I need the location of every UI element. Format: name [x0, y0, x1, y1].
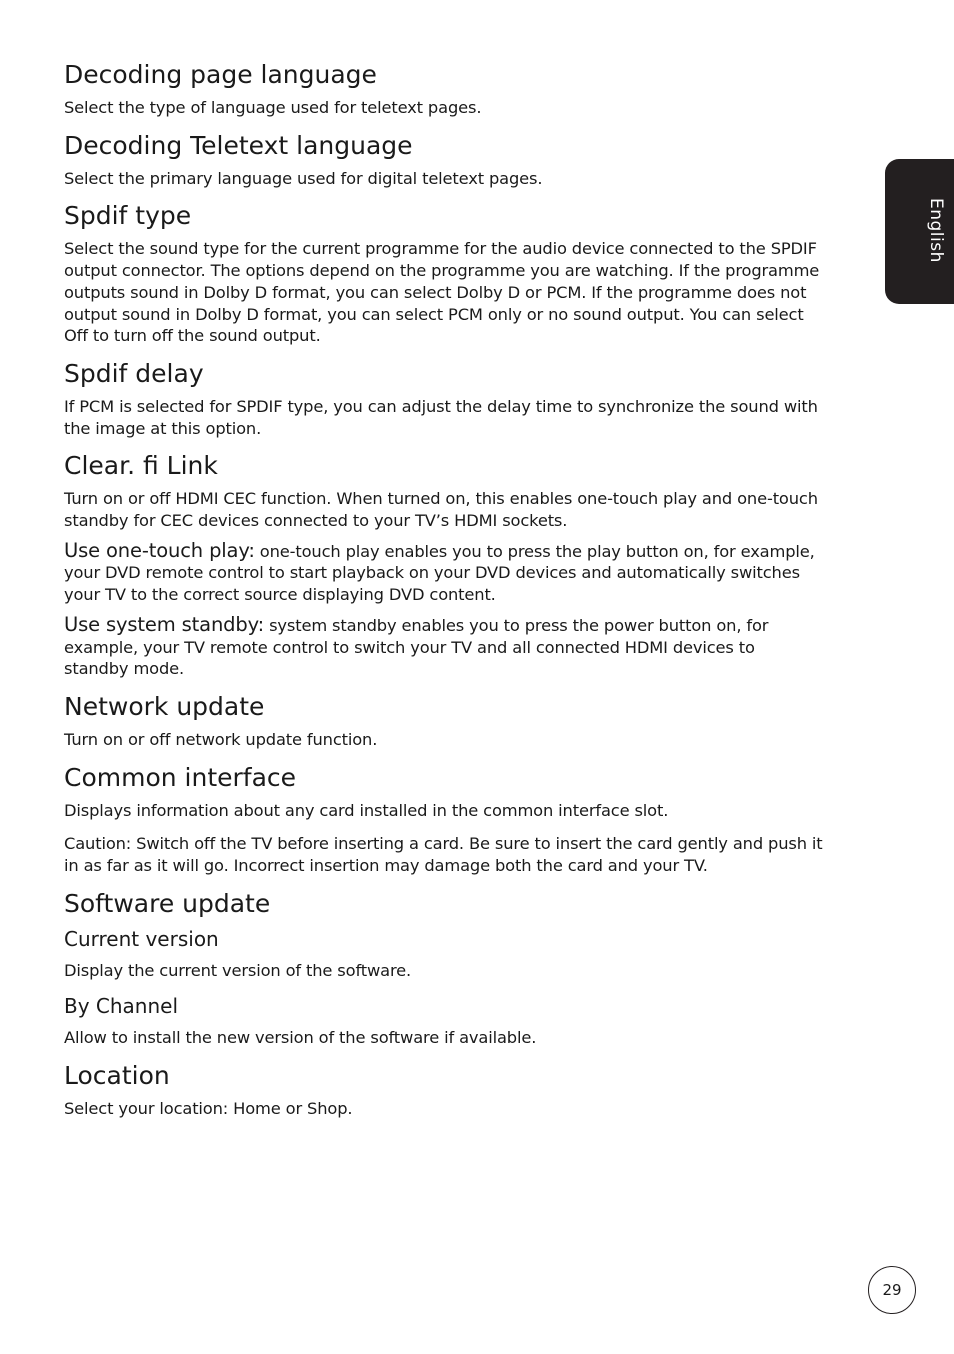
- subheading-by-channel: By Channel: [64, 994, 179, 1019]
- label-system-standby: Use system standby:: [64, 612, 265, 636]
- heading-spdif-type: Spdif type: [64, 201, 192, 231]
- heading-clear-fi-link: Clear. fi Link: [64, 451, 218, 481]
- heading-location: Location: [64, 1061, 170, 1091]
- paragraph-system-standby: [64, 614, 824, 680]
- text-common-interface-caution: Caution: Switch off the TV before inserting a card. Be sure to insert the card gently and push it in as far as it will go. Incorrect insertion may damage both the card and your TV.: [64, 834, 823, 876]
- paragraph-one-touch-play: [64, 540, 824, 606]
- heading-decoding-page-language: Decoding page language: [64, 60, 377, 89]
- text-location: Select your location: Home or Shop.: [64, 1099, 353, 1119]
- text-decoding-page-language: Select the type of language used for teletext pages.: [64, 98, 482, 117]
- text-clear-fi-link: Turn on or off HDMI CEC function. When turned on, this enables one-touch play and one-touch standby for CEC devices connected to your TV’s HDMI sockets.: [64, 489, 818, 531]
- heading-network-update: Network update: [64, 691, 265, 721]
- text-spdif-type: Select the sound type for the current programme for the audio device connected to the SPDIF output connector. The options depend on the programme you are watching. If the programme outputs sound in Dolby D format, you can select Dolby D or PCM. If the programme does not output sound in Dolby D format, you can select PCM only or no sound output. You can select Off to turn off the sound output.: [64, 239, 820, 346]
- text-network-update: Turn on or off network update function.: [64, 729, 378, 749]
- text-decoding-teletext-language: Select the primary language used for digital teletext pages.: [64, 168, 543, 188]
- page-content: [64, 60, 824, 1132]
- text-system-standby: system standby enables you to press the power button on, for example, your TV remote control to switch your TV and all connected HDMI devices to standby mode.: [64, 615, 769, 679]
- text-current-version: Display the current version of the software.: [64, 960, 412, 980]
- language-side-tab-label: English: [926, 198, 946, 263]
- text-one-touch-play: one-touch play enables you to press the play button on, for example, your DVD remote control to start playback on your DVD devices and automatically switches your TV to the correct source displaying DVD content.: [64, 541, 815, 605]
- heading-software-update: Software update: [64, 888, 271, 918]
- text-common-interface: Displays information about any card installed in the common interface slot.: [64, 800, 669, 820]
- text-spdif-delay: If PCM is selected for SPDIF type, you can adjust the delay time to synchronize the sound with the image at this option.: [64, 396, 818, 438]
- subheading-current-version: Current version: [64, 926, 219, 951]
- heading-common-interface: Common interface: [64, 762, 297, 792]
- heading-decoding-teletext-language: Decoding Teletext language: [64, 130, 413, 160]
- text-by-channel: Allow to install the new version of the software if available.: [64, 1028, 537, 1048]
- label-one-touch-play: Use one-touch play:: [64, 538, 255, 562]
- heading-spdif-delay: Spdif delay: [64, 358, 204, 388]
- page-number: 29: [868, 1266, 916, 1314]
